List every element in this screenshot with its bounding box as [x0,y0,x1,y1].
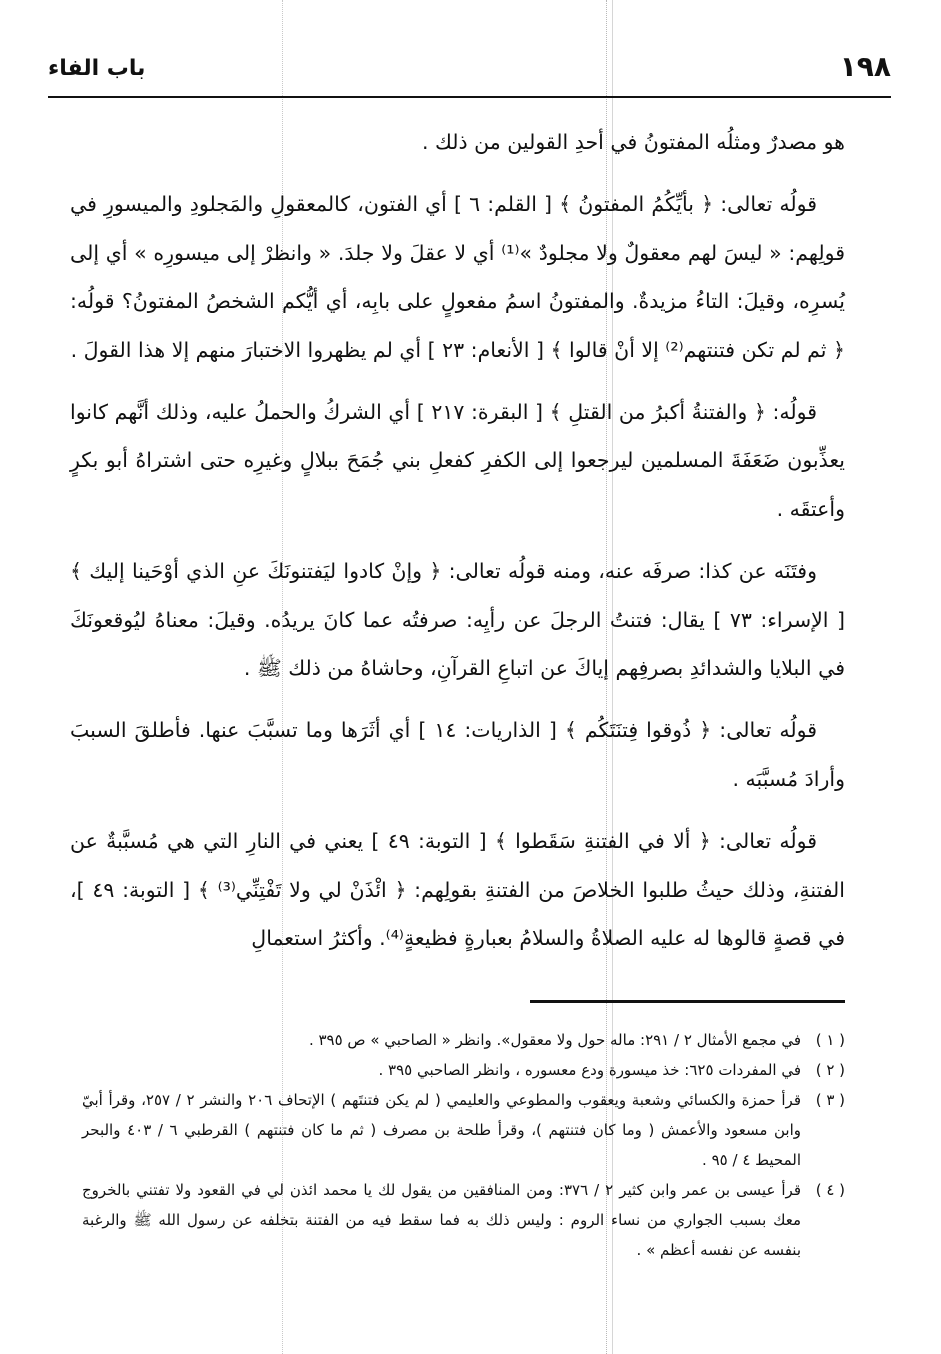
footnote-text: في المفردات ٦٢٥: خذ ميسورة ودع معسوره ، وانظر الصاحبي ٣٩٥ . [378,1061,801,1079]
paragraph: قولُه تعالى: ﴿ بأيِّكُمُ المفتونُ ﴾ [ القلم: ٦ ] أي الفتون، كالمعقولِ والمَجلودِ والميسورِ في قولِهم: « ليسَ لهم معقولٌ ولا مجلودٌ »⁽¹⁾ أي لا عقلَ ولا جلدَ. « وانظرْ إلى ميسورِه » أي إلى يُسرِه، وقيلَ: التاءُ مزيدةٌ. والمفتونُ اسمُ مفعولٍ على بابِه، أي أيُّكم الشخصُ المفتونُ؟ قولُه: ﴿ ثم لم تكن فتنتهم⁽²⁾ إلا أنْ قالوا ﴾ [ الأنعام: ٢٣ ] أي لم يظهروا الاختبارَ منهم إلا هذا القولَ . [70,192,845,362]
paragraph: قولُه تعالى: ﴿ ألا في الفتنةِ سَقَطوا ﴾ [ التوبة: ٤٩ ] يعني في النارِ التي هي مُسبَّبةٌ عن الفتنةِ، وذلك حيثُ طلبوا الخلاصَ من الفتنةِ بقولِهم: ﴿ ائْذَنْ لي ولا تَفْتِنِّي⁽³⁾ ﴾ [ التوبة: ٤٩ ]، في قصةٍ قالوها له عليه الصلاةُ والسلامُ بعبارةٍ فظيعةٍ⁽⁴⁾. وأكثرُ استعمالِ [70,829,846,951]
footnote-text: قرأ حمزة والكسائي وشعبة ويعقوب والمطوعي والعليمي ( لم يكن فتنتَهم ) الإتحاف ٢٠٦ والنشر ٢ / ٢٥٧، وقرأ أبيّ وابن مسعود والأعمش ( وما كان فتنتهم )، وقرأ طلحة بن مصرف ( ثم ما كان فتنتهم ) القرطبي ٦ / ٤٠٣ والبحر المحيط ٤ / ٩٥ . [82,1091,801,1169]
paragraph: قولُه: ﴿ والفتنةُ أكبرُ من القتلِ ﴾ [ البقرة: ٢١٧ ] أي الشركُ والحملُ عليه، وذلك أنَّهم كانوا يعذِّبون ضَعَفَةَ المسلمين ليرجعوا إلى الكفرِ كفعلِ بني جُمَحَ ببلالٍ وغيرِه حتى اشتراهُ أبو بكرٍ وأعتقَه . [70,400,845,521]
footnote-number: ( ١ ) [815,1031,845,1049]
footnote-number: ( ٣ ) [815,1091,845,1109]
paragraph: وفتَنَه عن كذا: صرفَه عنه، ومنه قولُه تعالى: ﴿ وإنْ كادوا ليَفتنونَكَ عنِ الذي أوْحَينا إليك ﴾ [ الإسراء: ٧٣ ] يقال: فتنتُ الرجلَ عن رأيِه: صرفتُه عما كانَ يريدُه. وقيلَ: معناهُ ليُوقعونَكَ في البلايا والشدائدِ بصرفِهم إياكَ عن اتباعِ القرآنِ، وحاشاهُ من ذلك ﷺ . [70,559,846,681]
footnote [82,1085,845,1175]
paragraph: هو مصدرٌ ومثلُه المفتونُ في أحدِ القولين من ذلك . [421,130,845,154]
main-text [70,118,845,963]
footnote-number: ( ٤ ) [815,1181,845,1199]
footnote-text: في مجمع الأمثال ٢ / ٢٩١: ماله حول ولا معقول». وانظر « الصاحبي » ص ٣٩٥ . [308,1031,801,1049]
page-header [48,48,891,92]
footnote [82,1055,845,1085]
paragraph: قولُه تعالى: ﴿ ذُوقوا فِتنَتَكُم ﴾ [ الذاريات: ١٤ ] أي أثَرَها وما تسبَّبَ عنها. فأطلقَ السببَ وأرادَ مُسبَّبَه . [70,718,845,791]
footnote-separator [530,1000,845,1003]
header-rule [48,96,891,98]
page-number: ١٩٨ [839,50,891,83]
footnote-number: ( ٢ ) [815,1061,845,1079]
footnotes [82,1025,845,1265]
chapter-title: باب الفاء [48,56,146,81]
footnote [82,1175,845,1265]
footnote-text: قرأ عيسى بن عمر وابن كثير ٢ / ٣٧٦: ومن المنافقين من يقول لك يا محمد ائذن لي في القعود ولا تفتني بالخروج معك بسبب الجواري من نساء الروم : وليس ذلك به فما سقط فيه من الفتنة بتخلفه عن رسول الله ﷺ والرغبة بنفسه عن نفسه أعظم » . [82,1181,801,1259]
footnote [82,1025,845,1055]
